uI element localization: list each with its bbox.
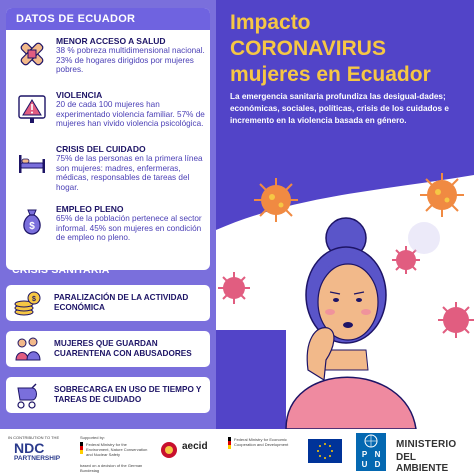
pnud-letter: N	[374, 450, 381, 459]
virus-icon	[218, 272, 250, 304]
aecid-logo	[160, 437, 216, 467]
datos-header	[6, 8, 210, 30]
pnud-letter: U	[361, 460, 368, 469]
consecuencias-title-line2: CRISIS SANITARIA	[12, 264, 110, 276]
consecuencia-cuarentena	[6, 331, 210, 367]
eu-stars-icon	[308, 439, 342, 463]
consecuencia-sobrecarga	[6, 377, 210, 413]
consecuencia-label: SOBRECARGA EN USO DE TIEMPO Y TAREAS DE CUIDADO	[54, 385, 202, 404]
bandage-icon	[16, 38, 48, 70]
consecuencia-economia	[6, 285, 210, 321]
virus-icon	[420, 173, 464, 217]
bundestag-text: based on a decision of the German Bundestag	[80, 463, 143, 473]
left-panel	[0, 0, 216, 429]
hospital-bed-icon	[16, 146, 48, 178]
un-emblem-icon	[356, 433, 386, 449]
datos-item-text: 75% de las personas en la primera línea son mujeres: madres, enfermeras, médicas, responsables de tareas del hogar.	[56, 154, 203, 192]
footer-logos	[0, 429, 474, 474]
svg-text:$: $	[29, 221, 35, 232]
consecuencia-label: PARALIZACIÓN DE LA ACTIVIDAD ECONÓMICA	[54, 293, 189, 312]
aecid-circle-icon	[160, 441, 178, 459]
main-title-line1: Impacto	[230, 11, 311, 34]
consecuencia-label: MUJERES QUE GUARDAN CUARENTENA CON ABUSADORES	[54, 339, 192, 358]
datos-panel	[6, 8, 210, 270]
virus-icon	[254, 178, 298, 222]
bmz-logo	[228, 435, 298, 469]
money-bag-icon	[16, 206, 48, 238]
consecuencias-title-line1: CONSECUENCIAS EN UNA	[12, 252, 152, 264]
datos-item-title: MENOR ACCESO A SALUD	[56, 36, 166, 46]
ministerio-logo	[396, 439, 470, 474]
datos-item-text: 65% de la población pertenece al sector informal. 45% son mujeres en condición de empleo no pleno.	[56, 214, 202, 243]
supported-by-text: Supported by:	[80, 435, 105, 440]
main-title-line2: CORONAVIRUS	[230, 37, 386, 60]
pnud-letter: P	[361, 450, 368, 459]
pnud-letter: D	[374, 460, 381, 469]
ndc-big-text: NDC	[14, 440, 45, 456]
datos-title: DATOS DE ECUADOR	[16, 13, 136, 25]
consecuencias-title	[12, 252, 151, 276]
bmu-logo	[80, 435, 150, 473]
stroller-icon	[12, 380, 42, 410]
svg-text:$: $	[32, 296, 36, 303]
ministerio-line1: MINISTERIO	[396, 439, 457, 450]
virus-icon	[408, 222, 440, 254]
coins-icon	[12, 288, 42, 318]
aecid-text: aecid	[182, 441, 208, 452]
datos-item-title: EMPLEO PLENO	[56, 204, 124, 214]
pnud-logo	[356, 433, 386, 471]
warning-sign-icon	[16, 92, 48, 124]
right-panel	[216, 0, 474, 429]
ndc-partnership-text: PARTNERSHIP	[14, 455, 61, 462]
german-flag-icon	[228, 437, 231, 449]
illustration	[216, 160, 474, 429]
eu-flag-icon	[308, 439, 342, 463]
bmz-text: Federal Ministry for Economic Cooperation and Development	[234, 437, 289, 447]
datos-item-title: CRISIS DEL CUIDADO	[56, 144, 146, 154]
datos-item-text: 38 % pobreza multidimensional nacional. 23% de hogares dirigidos por mujeres pobres.	[56, 46, 205, 75]
main-title	[230, 10, 431, 88]
abuse-icon	[12, 334, 42, 364]
main-title-line3: mujeres en Ecuador	[230, 63, 431, 86]
german-flag-icon	[80, 442, 83, 454]
datos-item-title: VIOLENCIA	[56, 90, 103, 100]
ministerio-line2: DEL AMBIENTE	[396, 452, 449, 474]
virus-icon	[438, 302, 474, 338]
datos-item-text: 20 de cada 100 mujeres han experimentado violencia familiar. 57% de mujeres han vivido violencia psicológica.	[56, 100, 205, 129]
ndc-small-text: IN CONTRIBUTION TO THE	[8, 435, 60, 440]
bmu-text: Federal Ministry for the Environment, Nature Conservation and Nuclear Safety	[86, 442, 148, 457]
ndc-partnership-logo	[8, 435, 68, 469]
intro-text: La emergencia sanitaria profundiza las desigual-dades; económicas, sociales, políticas, crisis de los cuidados e incremento en la violencia basada en género.	[230, 92, 449, 125]
